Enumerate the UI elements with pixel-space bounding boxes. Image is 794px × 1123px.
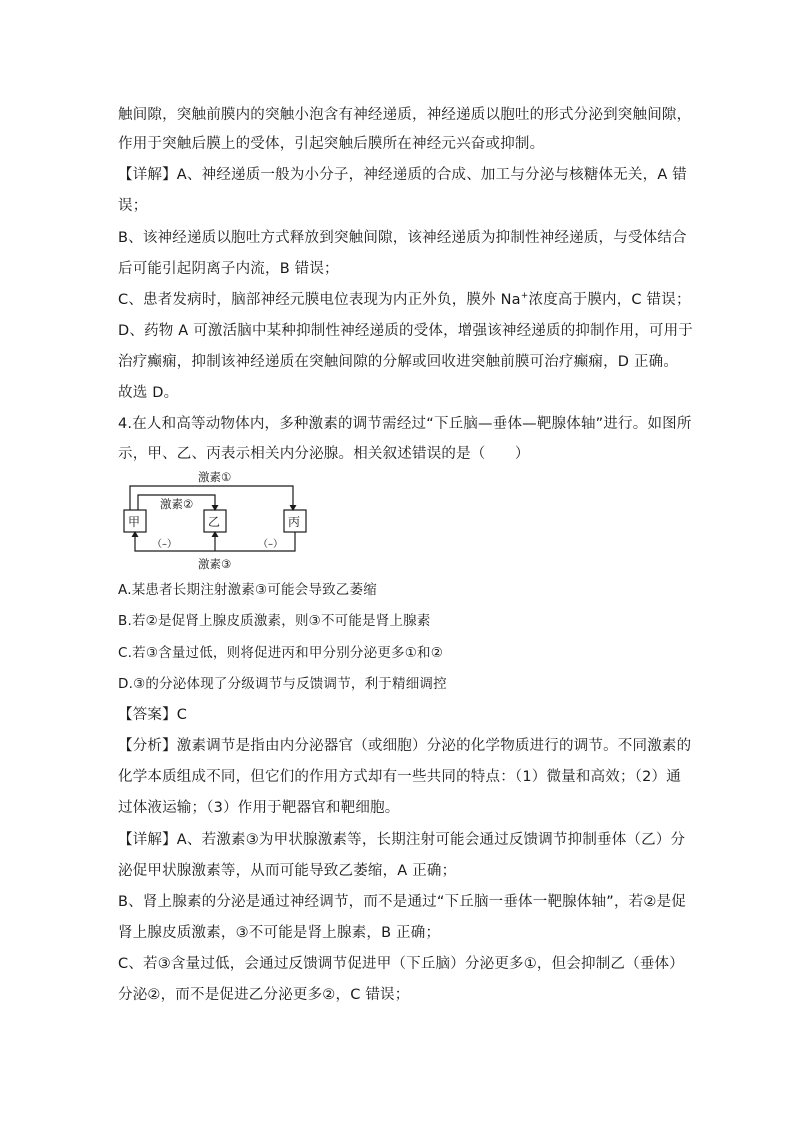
question-stem: 示，甲、乙、丙表示相关内分泌腺。相关叙述错误的是（ ）	[118, 446, 530, 462]
text-line: 作用于突触后膜上的受体，引起突触后膜所在神经元兴奋或抑制。	[118, 136, 545, 152]
text-line: 过体液运输；（3）作用于靶器官和靶细胞。	[118, 800, 400, 816]
text-line	[118, 290, 691, 310]
hormone-regulation-diagram	[118, 468, 318, 573]
text-line: 泌促甲状腺激素等，从而可能导致乙萎缩，A 正确；	[118, 863, 457, 879]
question-stem: 4.在人和高等动物体内，多种激素的调节需经过“下丘脑—垂体—靶腺体轴”进行。如图所	[118, 416, 692, 432]
label-jia: 甲	[128, 515, 141, 529]
text-line: 故选 D。	[118, 385, 179, 401]
text-line: 误；	[118, 198, 148, 214]
text-line: 肾上腺皮质激素，③不可能是肾上腺素，B 正确；	[118, 925, 441, 941]
label-hormone1: 激素①	[198, 470, 232, 484]
text-line: 后可能引起阴离子内流，B 错误；	[118, 261, 339, 277]
text-line: C、若③含量过低，会通过反馈调节促进甲（下丘脑）分泌更多①，但会抑制乙（垂体）	[118, 956, 684, 972]
label-hormone3: 激素③	[198, 557, 232, 571]
answer: 【答案】C	[118, 707, 188, 723]
text-line: 触间隙，突触前膜内的突触小泡含有神经递质，神经递质以胞吐的形式分泌到突触间隙，	[118, 107, 692, 123]
text-line: 分泌②，而不是促进乙分泌更多②，C 错误；	[118, 987, 410, 1003]
text-line: 治疗癫痫，抑制该神经递质在突触间隙的分解或回收进突触前膜可治疗癫痫，D 正确。	[118, 354, 679, 370]
superscript: +	[520, 291, 529, 302]
label-yi: 乙	[208, 515, 221, 529]
text-line: B、肾上腺素的分泌是通过神经调节，而不是通过“下丘脑一垂体一靶腺体轴”，若②是促	[118, 894, 686, 910]
text-line: 【详解】A、神经递质一般为小分子，神经递质的合成、加工与分泌与核糖体无关，A 错	[118, 167, 687, 183]
text-segment: 浓度高于膜内，C 错误；	[528, 292, 691, 308]
label-negative: （–）	[152, 539, 177, 550]
text-segment: C、患者发病时，脑部神经元膜电位表现为内正外负，膜外 Na	[118, 292, 521, 308]
text-line: 【详解】A、若激素③为甲状腺激素等，长期注射可能会通过反馈调节抑制垂体（乙）分	[118, 832, 686, 848]
text-line: D、药物 A 可激活脑中某种抑制性神经递质的受体，增强该神经递质的抑制作用，可用于	[118, 323, 693, 339]
text-line: 【分析】激素调节是指由内分泌器官（或细胞）分泌的化学物质进行的调节。不同激素的	[118, 738, 692, 754]
text-line: B、该神经递质以胞吐方式释放到突触间隙，该神经递质为抑制性神经递质，与受体结合	[118, 230, 687, 246]
text-line: 化学本质组成不同，但它们的作用方式却有一些共同的特点：（1）微量和高效；（2）通	[118, 769, 681, 785]
option-a: A.某患者长期注射激素③可能会导致乙萎缩	[118, 582, 377, 598]
label-hormone2: 激素②	[160, 497, 194, 511]
option-d: D.③的分泌体现了分级调节与反馈调节，利于精细调控	[118, 676, 447, 692]
option-b: B.若②是促肾上腺皮质激素，则③不可能是肾上腺素	[118, 613, 431, 629]
label-negative: （–）	[258, 539, 283, 550]
hormone1-path	[130, 486, 293, 510]
label-bing: 丙	[288, 515, 301, 529]
option-c: C.若③含量过低，则将促进丙和甲分别分泌更多①和②	[118, 645, 444, 661]
